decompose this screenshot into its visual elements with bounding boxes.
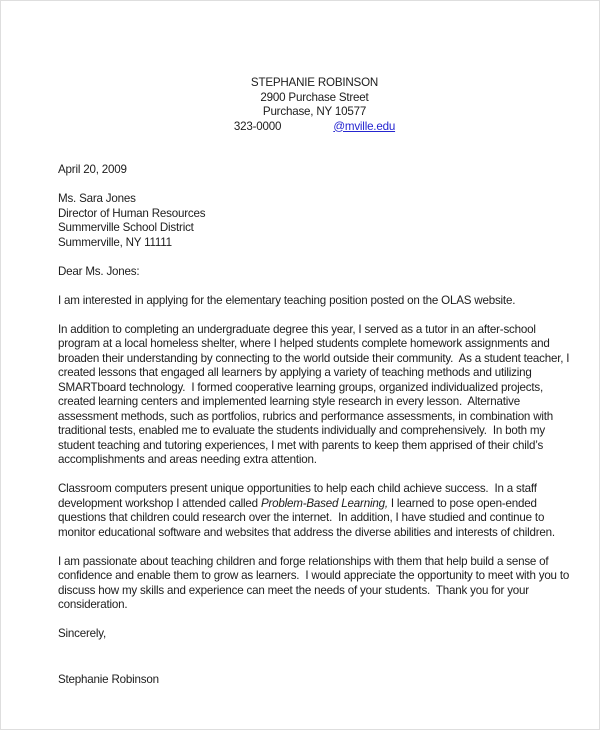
- recipient-name: Ms. Sara Jones: [58, 192, 136, 205]
- email-link[interactable]: @mville.edu: [333, 119, 396, 133]
- sender-city: Purchase, NY 10577: [262, 105, 367, 118]
- recipient-title: Director of Human Resources: [58, 206, 206, 220]
- sender-street: 2900 Purchase Street: [260, 90, 369, 104]
- sender-contact-row: [58, 120, 571, 135]
- salutation: Dear Ms. Jones:: [58, 264, 140, 278]
- recipient-city: Summerville, NY 11111: [58, 235, 172, 249]
- paragraph-experience: In addition to completing an undergraduate degree this year, I served as a tutor in an after-school program at a local homeless shelter, where I helped students complete homework assignments and broaden their understanding by connecting to the world outside their community. As a student teacher, I created lessons that engaged all learners by applying a variety of teaching methods and utilizing SMARTboard technology. I formed cooperative learning groups, organized individualized projects, created learning centers and implemented learning style research in every lesson. Alternative assessment methods, such as portfolios, rubrics and performance assessments, in combination with traditional tests, enabled me to evaluate the students individually and comprehensively. In both my student teaching and tutoring experiences, I met with parents to keep them apprised of their child’s accomplishments and areas needing extra attention.: [58, 322, 573, 466]
- closing-line: Sincerely,: [58, 627, 107, 640]
- recipient-org: Summerville School District: [58, 221, 194, 234]
- signature-name: Stephanie Robinson: [58, 672, 159, 686]
- paragraph-technology-before: Classroom computers present unique opportunities to help each child achieve success. In a staff development workshop I attended called: [58, 482, 540, 510]
- sender-header: [58, 76, 571, 134]
- workshop-title-italic: Problem-Based Learning,: [260, 496, 388, 510]
- paragraph-technology-after: I learned to pose open-ended questions that children could research over the internet. In addition, I have studied and continue to monitor educational software and websites that address the diverse abilities and interests of children.: [58, 496, 555, 539]
- sender-name: STEPHANIE ROBINSON: [250, 76, 379, 89]
- date-line: April 20, 2009: [58, 163, 127, 176]
- paragraph-technology: [58, 482, 571, 540]
- sender-phone: 323-0000: [233, 119, 282, 133]
- paragraph-closing: I am passionate about teaching children and forge relationships with them that help build a sense of confidence and enable them to grow as learners. I would appreciate the opportunity to meet with you to discuss how my skills and experience can meet the needs of your students. Thank you for your consideration.: [58, 554, 573, 611]
- recipient-block: [58, 192, 571, 250]
- paragraph-intro: I am interested in applying for the elementary teaching position posted on the OLAS website.: [58, 293, 516, 307]
